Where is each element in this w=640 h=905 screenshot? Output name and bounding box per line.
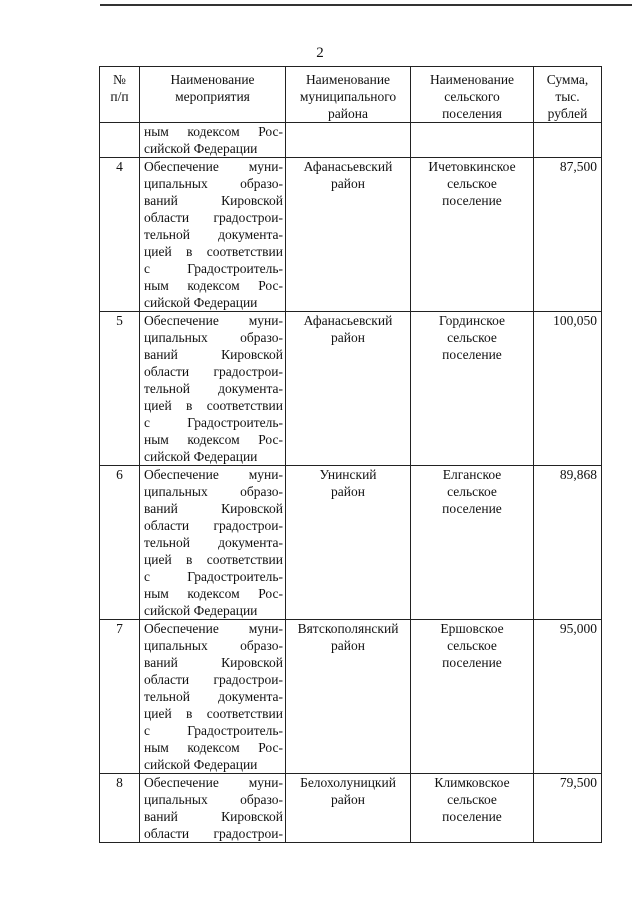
- cell-num: 4: [100, 158, 140, 312]
- cell-sum: [534, 123, 602, 158]
- table-row: [100, 158, 602, 312]
- cell-event: Обеспечение муни- ципальных образо- ваний Кировской области градострои- тельной документа- цией в соответствии с Градостроитель- ным кодексом Рос- сийской Федерации: [140, 620, 286, 774]
- cell-num: 7: [100, 620, 140, 774]
- cell-settlement: Гординское сельское поселение: [411, 312, 534, 466]
- cell-settlement: [411, 123, 534, 158]
- cell-sum: 89,868: [534, 466, 602, 620]
- cell-event: Обеспечение муни- ципальных образо- ваний Кировской области градострои- тельной документа- цией в соответствии с Градостроитель- ным кодексом Рос- сийской Федерации: [140, 158, 286, 312]
- cell-settlement: Ершовское сельское поселение: [411, 620, 534, 774]
- cell-event: ным кодексом Рос- сийской Федерации: [140, 123, 286, 158]
- cell-sum: 100,050: [534, 312, 602, 466]
- header-district: Наименование муниципального района: [286, 67, 411, 123]
- table-row-continuation: [100, 123, 602, 158]
- table-row: [100, 620, 602, 774]
- cell-num: 6: [100, 466, 140, 620]
- header-num: № п/п: [100, 67, 140, 123]
- cell-event: Обеспечение муни- ципальных образо- ваний Кировской области градострои- тельной документа- цией в соответствии с Градостроитель- ным кодексом Рос- сийской Федерации: [140, 466, 286, 620]
- cell-event: Обеспечение муни- ципальных образо- ваний Кировской области градострои-: [140, 774, 286, 843]
- cell-district: Унинский район: [286, 466, 411, 620]
- cell-event: Обеспечение муни- ципальных образо- ваний Кировской области градострои- тельной документа- цией в соответствии с Градостроитель- ным кодексом Рос- сийской Федерации: [140, 312, 286, 466]
- cell-sum: 79,500: [534, 774, 602, 843]
- cell-num: [100, 123, 140, 158]
- table-row: [100, 774, 602, 843]
- cell-district: Афанасьевский район: [286, 158, 411, 312]
- cell-settlement: Ичетовкинское сельское поселение: [411, 158, 534, 312]
- cell-district: Афанасьевский район: [286, 312, 411, 466]
- cell-district: Белохолуницкий район: [286, 774, 411, 843]
- funding-table: [99, 66, 602, 843]
- table-header-row: [100, 67, 602, 123]
- cell-num: 8: [100, 774, 140, 843]
- header-settlement: Наименование сельского поселения: [411, 67, 534, 123]
- table-row: [100, 312, 602, 466]
- header-sum: Сумма, тыс. рублей: [534, 67, 602, 123]
- cell-settlement: Климковское сельское поселение: [411, 774, 534, 843]
- cell-settlement: Елганское сельское поселение: [411, 466, 534, 620]
- header-event: Наименование мероприятия: [140, 67, 286, 123]
- cell-district: Вятскополянский район: [286, 620, 411, 774]
- cell-num: 5: [100, 312, 140, 466]
- cell-district: [286, 123, 411, 158]
- cell-sum: 95,000: [534, 620, 602, 774]
- cell-sum: 87,500: [534, 158, 602, 312]
- table-row: [100, 466, 602, 620]
- top-border-line: [100, 4, 632, 6]
- page-number: 2: [316, 45, 324, 61]
